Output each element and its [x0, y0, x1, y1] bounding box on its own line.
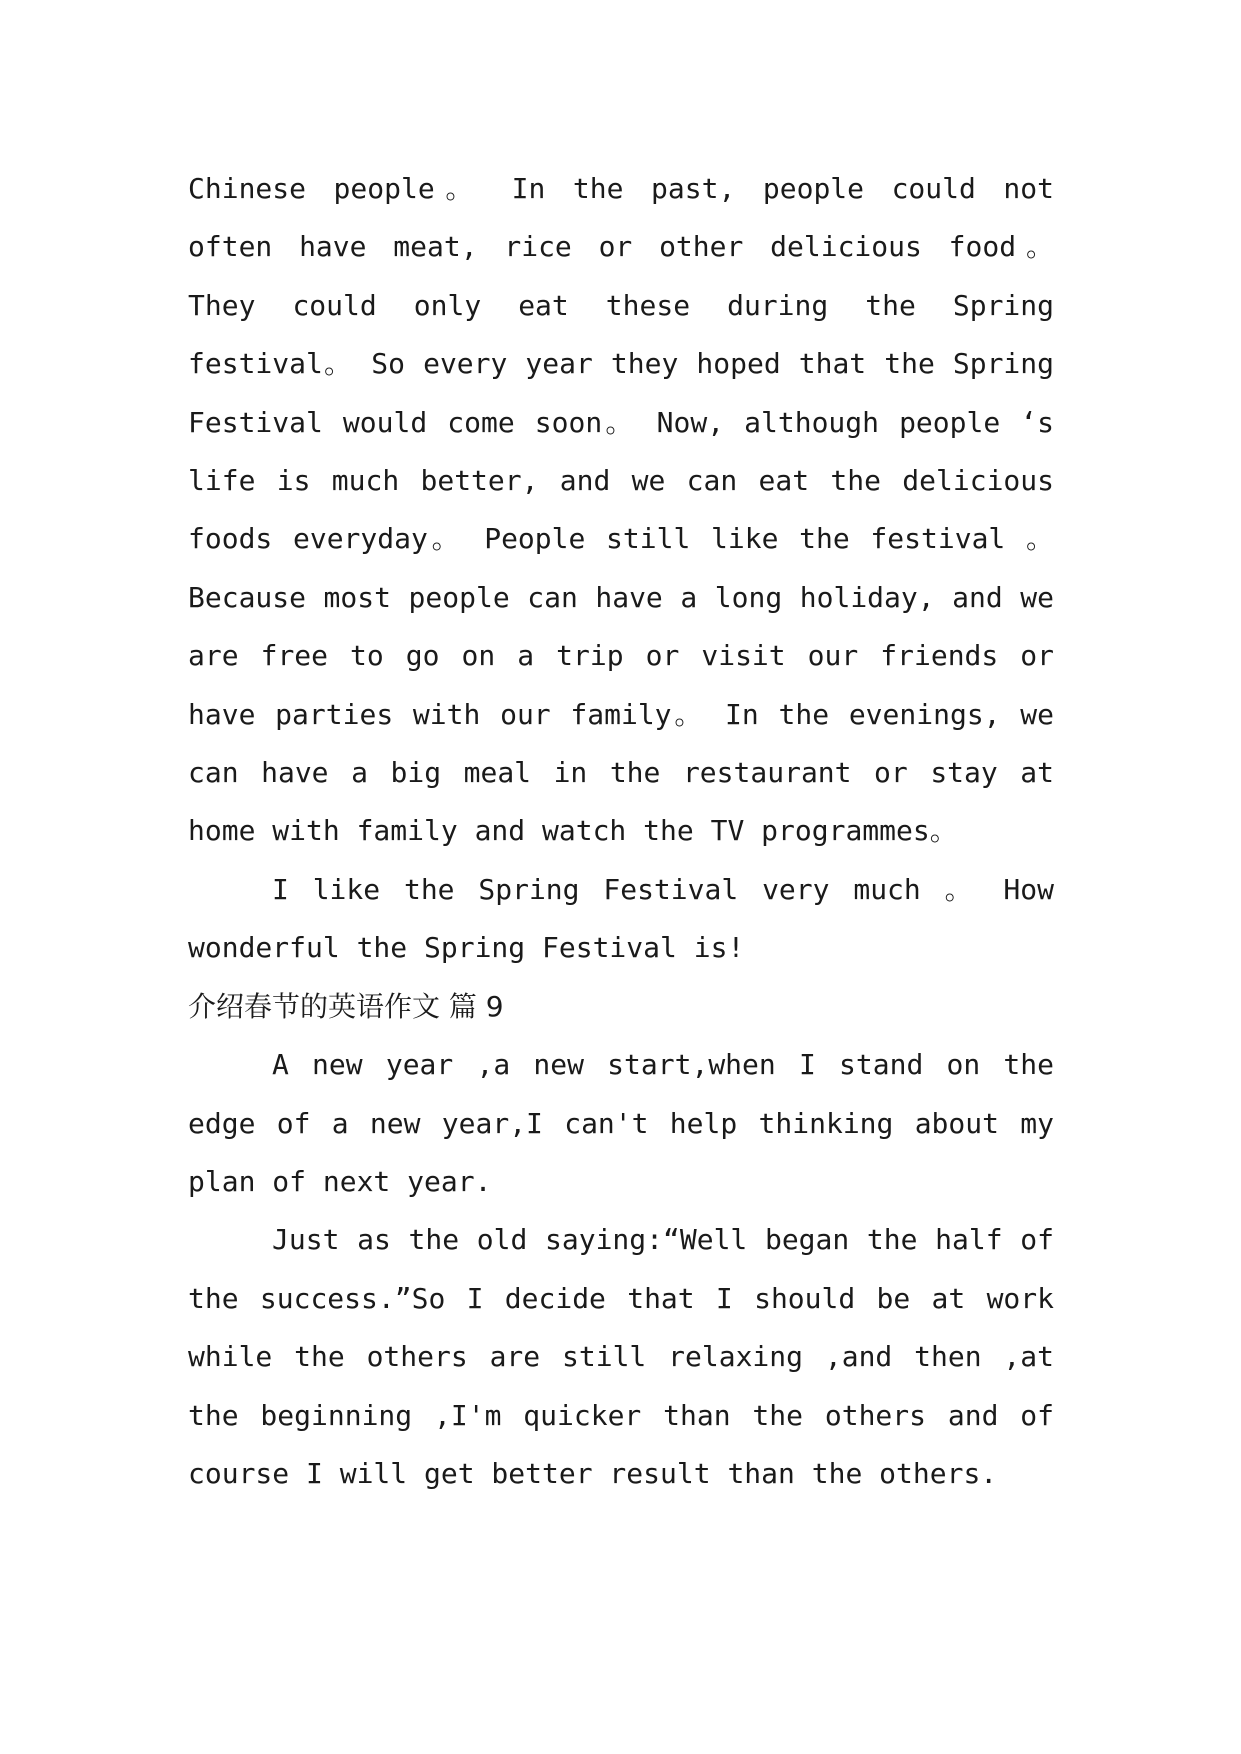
section-heading: 介绍春节的英语作文 篇 9	[188, 989, 504, 1023]
paragraph-like-spring-festival: I like the Spring Festival very much 。 How wonderful the Spring Festival is!	[188, 872, 1054, 965]
document-body	[188, 160, 1054, 1503]
paragraph-old-saying: Just as the old saying:“Well began the half of the success.”So I decide that I should be at work while the others are still relaxing ,and then ,at the beginning ,I'm quicker than the others and of course I will get better result than the others.	[188, 1223, 1054, 1490]
paragraph-new-year-start: A new year ,a new start,when I stand on the edge of a new year,I can't help thinking about my plan of next year.	[188, 1048, 1054, 1198]
paragraph-spring-festival-food: Chinese people。 In the past, people could not often have meat, rice or other delicious food。 They could only eat these during the Spring festival。 So every year they hoped that the Spring Festival would come soon。 Now, although people ‘s life is much better, and we can eat the delicious foods everyday。 People still like the festival 。 Because most people can have a long holiday, and we are free to go on a trip or visit our friends or have parties with our family。 In the evenings, we can have a big meal in the restaurant or stay at home with family and watch the TV programmes。	[188, 172, 1054, 848]
